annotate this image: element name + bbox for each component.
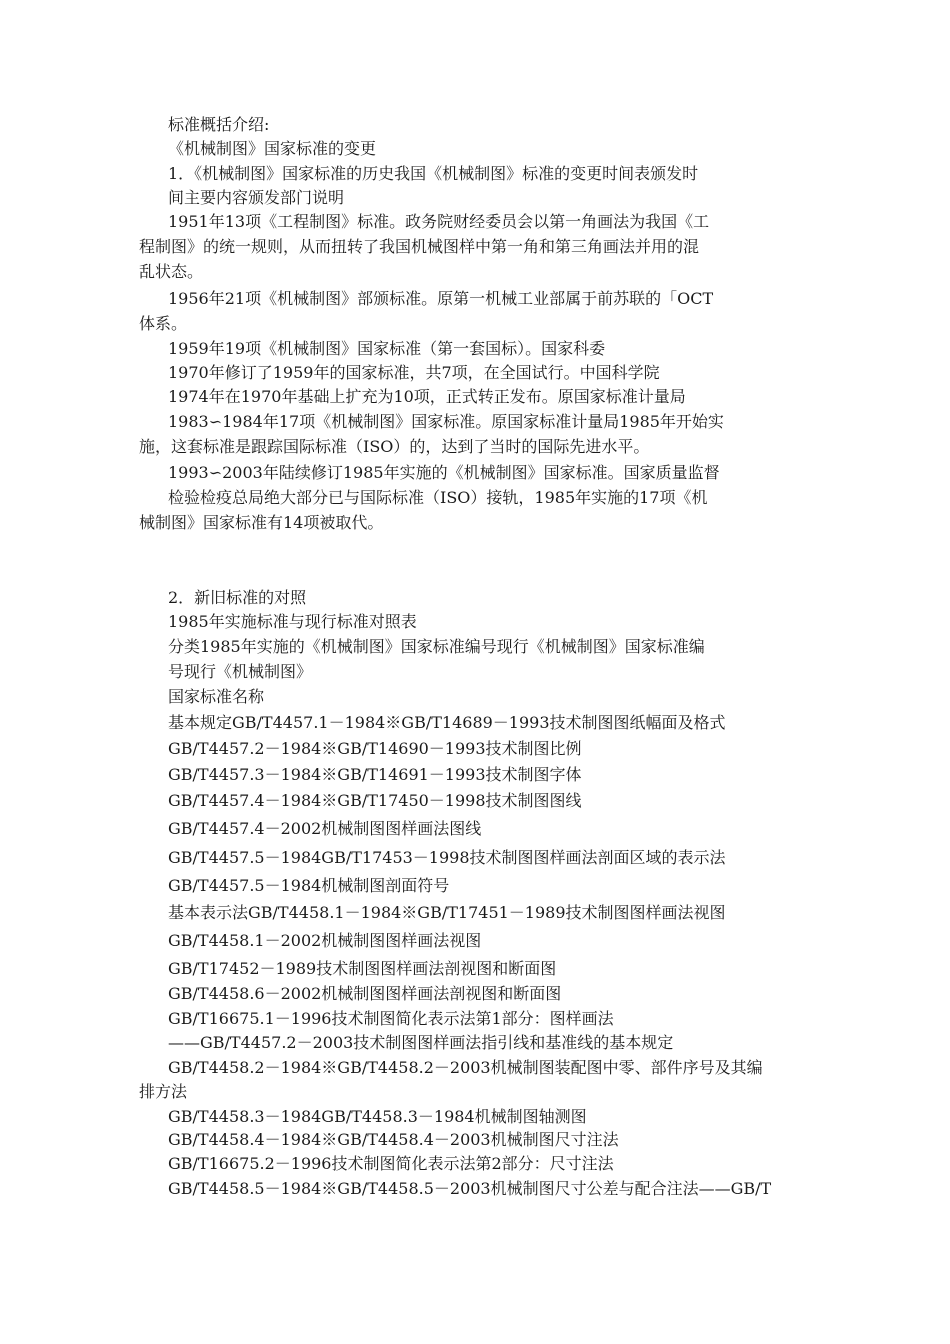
standard-row: GB/T4458.5－1984※GB/T4458.5－2003机械制图尺寸公差与配合注法——GB/T xyxy=(168,1179,772,1198)
standard-row: GB/T4458.2－1984※GB/T4458.2－2003机械制图装配图中零、部件序号及其编 xyxy=(168,1058,763,1077)
text-line: 1985年实施标准与现行标准对照表 xyxy=(168,612,417,631)
standard-row: GB/T17452－1989技术制图图样画法剖视图和断面图 xyxy=(168,959,557,978)
section-title: 《机械制图》国家标准的变更 xyxy=(168,139,377,158)
standard-row: GB/T4457.5－1984GB/T17453－1998技术制图图样画法剖面区域的表示法 xyxy=(168,848,726,867)
text-line: 1．《机械制图》国家标准的历史我国《机械制图》标准的变更时间表颁发时 xyxy=(168,164,699,183)
text-line: 乱状态。 xyxy=(139,262,204,281)
text-line: 1974年在1970年基础上扩充为10项，正式转正发布。原国家标准计量局 xyxy=(168,387,686,406)
standard-row: GB/T4457.5－1984机械制图剖面符号 xyxy=(168,876,450,895)
text-line: 号现行《机械制图》 xyxy=(168,662,313,681)
standard-row: GB/T4457.4－2002机械制图图样画法图线 xyxy=(168,819,482,838)
text-line: 间主要内容颁发部门说明 xyxy=(168,188,345,207)
standard-row: GB/T4458.4－1984※GB/T4458.4－2003机械制图尺寸注法 xyxy=(168,1130,619,1149)
standard-row: 基本规定GB/T4457.1－1984※GB/T14689－1993技术制图图纸幅面及格式 xyxy=(168,713,726,732)
standard-row: 排方法 xyxy=(139,1082,188,1101)
standard-row: GB/T16675.2－1996技术制图简化表示法第2部分：尺寸注法 xyxy=(168,1154,614,1173)
standard-row: ——GB/T4457.2－2003技术制图图样画法指引线和基准线的基本规定 xyxy=(168,1033,674,1052)
text-line: 1956年21项《机械制图》部颁标准。原第一机械工业部属于前苏联的「OCT xyxy=(168,289,714,308)
text-line: 1951年13项《工程制图》标准。政务院财经委员会以第一角画法为我国《工 xyxy=(168,212,710,231)
standard-row: GB/T16675.1－1996技术制图简化表示法第1部分：图样画法 xyxy=(168,1009,614,1028)
text-line: 1970年修订了1959年的国家标准，共7项，在全国试行。中国科学院 xyxy=(168,363,660,382)
text-line: 分类1985年实施的《机械制图》国家标准编号现行《机械制图》国家标准编 xyxy=(168,637,705,656)
standard-row: GB/T4458.6－2002机械制图图样画法剖视图和断面图 xyxy=(168,984,562,1003)
standard-row: GB/T4457.2－1984※GB/T14690－1993技术制图比例 xyxy=(168,739,582,758)
text-line: 检验检疫总局绝大部分已与国际标准（ISO）接轨，1985年实施的17项《机 xyxy=(168,488,708,507)
text-line: 体系。 xyxy=(139,314,188,333)
standard-row: GB/T4458.1－2002机械制图图样画法视图 xyxy=(168,931,482,950)
text-line: 1993∽2003年陆续修订1985年实施的《机械制图》国家标准。国家质量监督 xyxy=(168,463,720,482)
text-line: 1959年19项《机械制图》国家标准（第一套国标）。国家科委 xyxy=(168,339,606,358)
text-line: 施，这套标准是跟踪国际标准（ISO）的，达到了当时的国际先进水平。 xyxy=(139,437,650,456)
text-line: 1983∽1984年17项《机械制图》国家标准。原国家标准计量局1985年开始实 xyxy=(168,412,724,431)
intro-heading: 标准概括介绍: xyxy=(168,115,270,134)
standard-row: GB/T4457.3－1984※GB/T14691－1993技术制图字体 xyxy=(168,765,582,784)
text-line: 国家标准名称 xyxy=(168,687,265,706)
text-line: 程制图》的统一规则，从而扭转了我国机械图样中第一角和第三角画法并用的混 xyxy=(139,237,700,256)
text-line: 械制图》国家标准有14项被取代。 xyxy=(139,513,384,532)
standard-row: 基本表示法GB/T4458.1－1984※GB/T17451－1989技术制图图样画法视图 xyxy=(168,903,726,922)
section-title: 2．新旧标准的对照 xyxy=(168,588,307,607)
standard-row: GB/T4458.3－1984GB/T4458.3－1984机械制图轴测图 xyxy=(168,1107,587,1126)
standard-row: GB/T4457.4－1984※GB/T17450－1998技术制图图线 xyxy=(168,791,582,810)
